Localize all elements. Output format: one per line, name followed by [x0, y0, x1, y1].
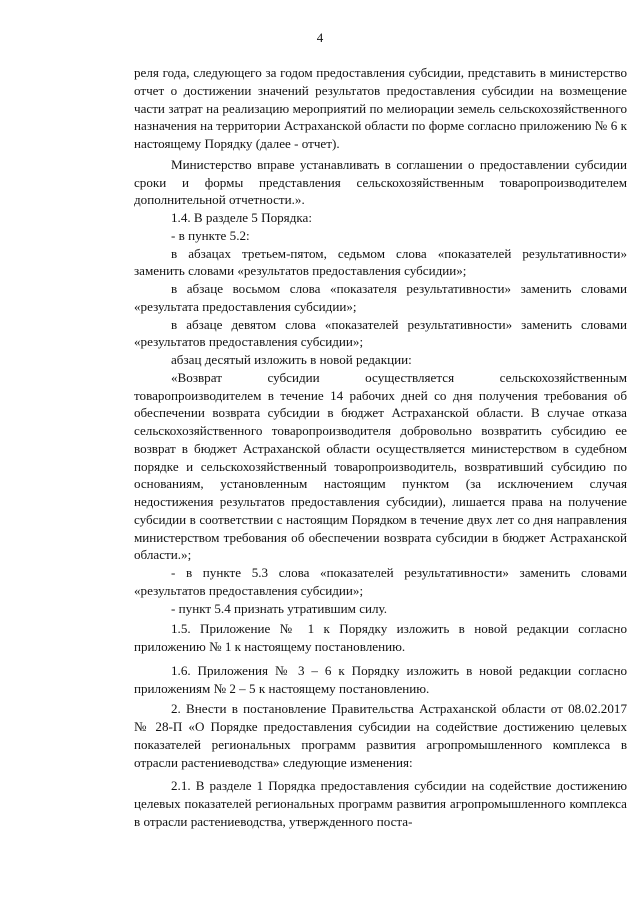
- paragraph: в абзаце девятом слова «показателей результативности» заменить словами «результатов предоставления субсидии»;: [134, 316, 627, 350]
- paragraph: в абзацах третьем-пятом, седьмом слова «показателей результативности» заменить словами «результатов предоставления субсидии»;: [134, 245, 627, 279]
- paragraph: - в пункте 5.2:: [171, 227, 250, 243]
- paragraph: в абзаце восьмом слова «показателя результативности» заменить словами «результата предоставления субсидии»;: [134, 281, 627, 314]
- paragraph: 2.1. В разделе 1 Порядка предоставления субсидии на содействие достижению целевых показателей региональных программ развития агропромышленного комплекса в отрасли растениеводства, утвержденного поста-: [134, 778, 627, 829]
- paragraph: реля года, следующего за годом предоставления субсидии, представить в министерство отчет о достижении значений результатов предоставления субсидии на возмещение части затрат на реализацию мероприятий по мелиорации земель сельскохозяйственного назначения на территории Астраханской области по форме согласно приложению № 6 к настоящему Порядку (далее - отчет).: [134, 65, 627, 151]
- paragraph: абзац десятый изложить в новой редакции:: [171, 352, 412, 367]
- paragraph: «Возврат субсидии осуществляется сельскохозяйственным товаропроизводителем в течение 14 рабочих дней со дня получения требования об обеспечении возврата субсидии в бюджет Астраханской области. В случае отказа сельскохозяйственного товаропроизводителя добровольно возвратить субсидию ее возврат в бюджет Астраханской области осуществляется министерством в судебном порядке и сельскохозяйственный товаропроизводитель, возвративший субсидию по основаниям, установленным настоящим пунктом (за исключением случая недостижения результатов предоставления субсидии), лишается права на получение субсидии в соответствии с настоящим Порядком в течение двух лет со дня направления министерством требования об обеспечении возврата субсидии в бюджет Астраханской области.»;: [134, 369, 627, 563]
- paragraph: Министерство вправе устанавливать в соглашении о предоставлении субсидии сроки и формы представления сельскохозяйственным товаропроизводителем дополнительной отчетности.».: [134, 156, 627, 208]
- page-number: 4: [316, 30, 324, 45]
- paragraph: - пункт 5.4 признать утратившим силу.: [171, 600, 388, 616]
- paragraph: 1.5. Приложение № 1 к Порядку изложить в новой редакции согласно приложению № 1 к настоящему постановлению.: [134, 621, 627, 654]
- paragraph: 2. Внести в постановление Правительства Астраханской области от 08.02.2017 № 28-П «О Порядке предоставления субсидии на содействие достижению целевых показателей региональных программ развития агропромышленного комплекса в отрасли растениеводства» следующие изменения:: [134, 701, 627, 770]
- paragraph: 1.4. В разделе 5 Порядка:: [171, 210, 312, 225]
- document-body: [134, 64, 627, 831]
- paragraph: 1.6. Приложения № 3 – 6 к Порядку изложить в новой редакции согласно приложениям № 2 – 5 к настоящему постановлению.: [134, 662, 627, 696]
- paragraph: - в пункте 5.3 слова «показателей результативности» заменить словами «результатов предоставления субсидии»;: [134, 565, 627, 598]
